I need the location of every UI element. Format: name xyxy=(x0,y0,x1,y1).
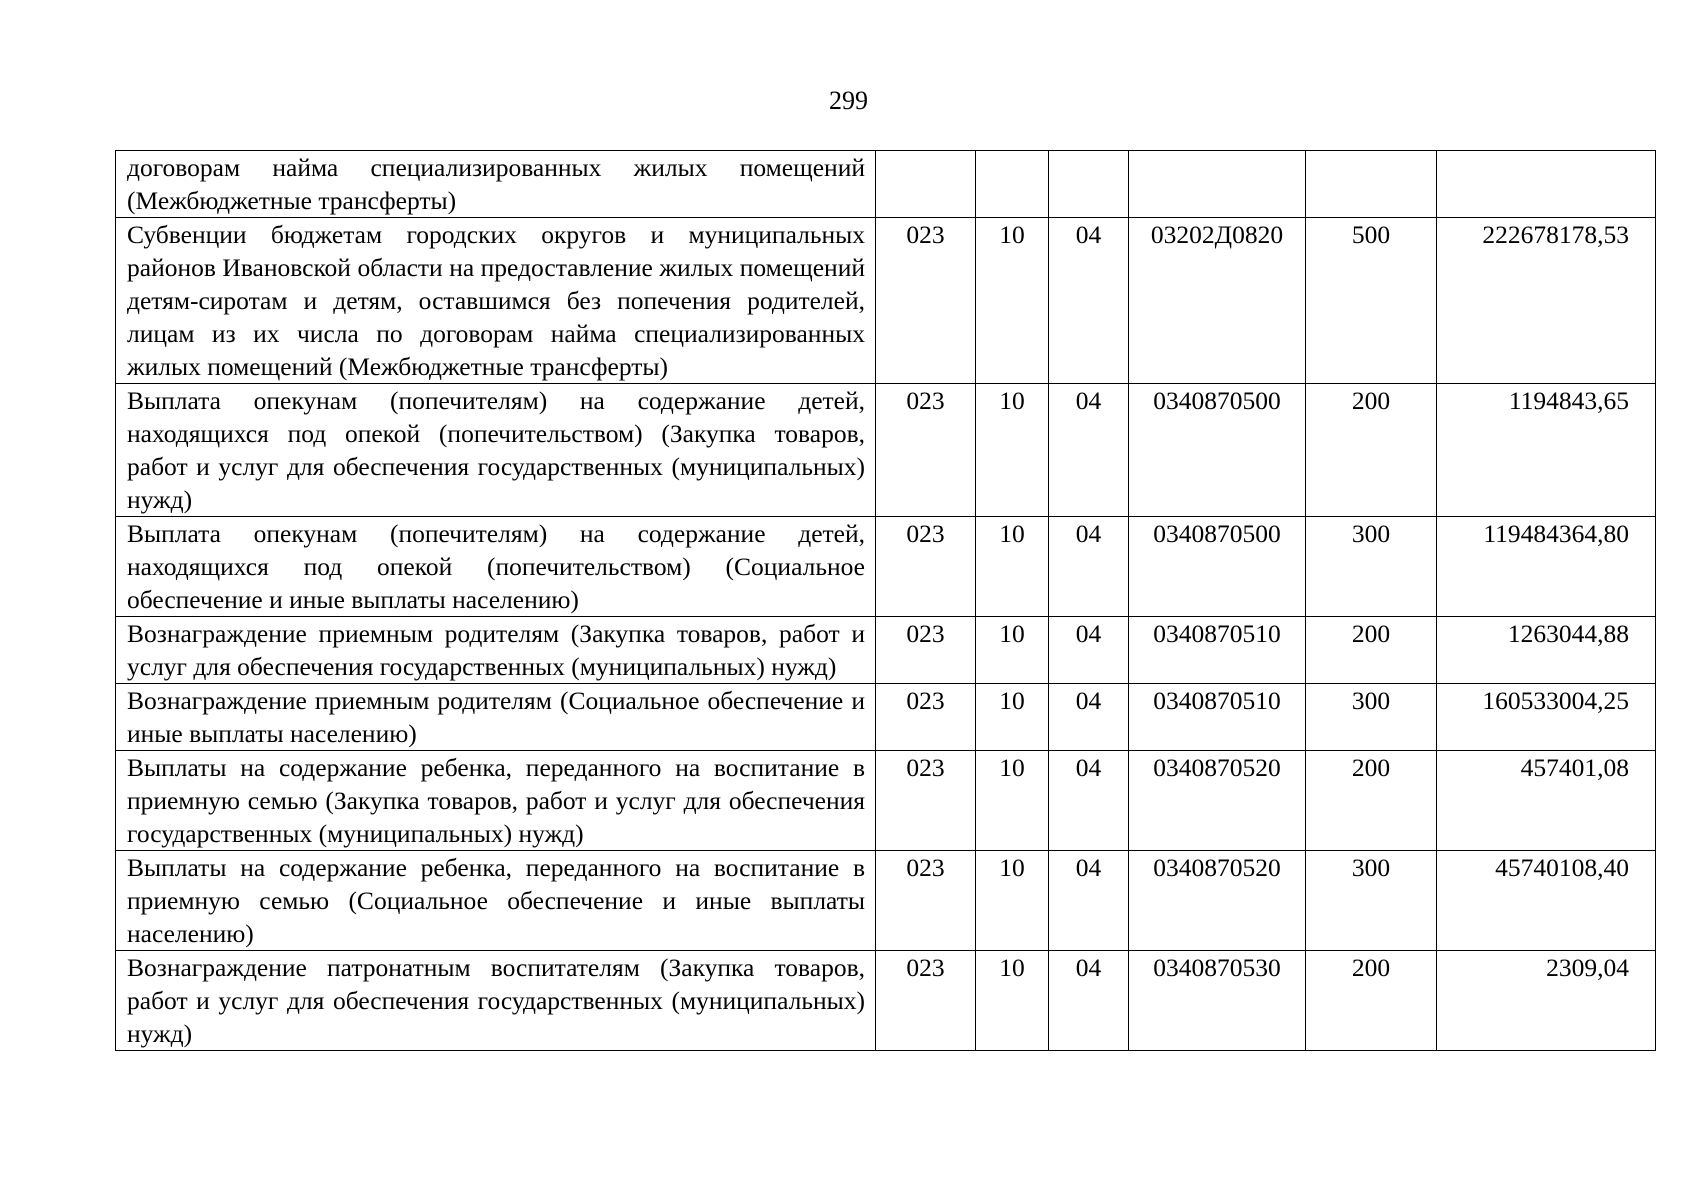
table-row xyxy=(116,851,1656,951)
table-row xyxy=(116,218,1656,384)
cell-section-code: 10 xyxy=(976,384,1049,517)
cell-target-article: 0340870500 xyxy=(1129,517,1306,617)
cell-amount: 2309,04 xyxy=(1437,951,1656,1051)
cell-description: Выплата опекунам (попечителям) на содержание детей, находящихся под опекой (попечительством) (Закупка товаров, работ и услуг для обеспечения государственных (муниципальных) нужд) xyxy=(116,384,876,517)
cell-ministry-code: 023 xyxy=(876,218,976,384)
cell-target-article: 03202Д0820 xyxy=(1129,218,1306,384)
cell-expense-type: 300 xyxy=(1306,851,1437,951)
cell-description: Выплаты на содержание ребенка, переданного на воспитание в приемную семью (Социальное обеспечение и иные выплаты населению) xyxy=(116,851,876,951)
cell-target-article: 0340870510 xyxy=(1129,617,1306,684)
cell-amount: 119484364,80 xyxy=(1437,517,1656,617)
cell-expense-type: 300 xyxy=(1306,684,1437,751)
cell-section-code: 10 xyxy=(976,617,1049,684)
cell-ministry-code: 023 xyxy=(876,617,976,684)
table-row xyxy=(116,617,1656,684)
cell-section-code: 10 xyxy=(976,951,1049,1051)
cell-description: Вознаграждение патронатным воспитателям (Закупка товаров, работ и услуг для обеспечения государственных (муниципальных) нужд) xyxy=(116,951,876,1051)
cell-subsection-code: 04 xyxy=(1049,517,1129,617)
cell-section-code xyxy=(976,151,1049,218)
cell-target-article: 0340870510 xyxy=(1129,684,1306,751)
cell-expense-type: 200 xyxy=(1306,617,1437,684)
page-number: 299 xyxy=(829,86,868,115)
cell-ministry-code: 023 xyxy=(876,684,976,751)
cell-section-code: 10 xyxy=(976,751,1049,851)
cell-expense-type: 500 xyxy=(1306,218,1437,384)
cell-amount xyxy=(1437,151,1656,218)
cell-description: Субвенции бюджетам городских округов и муниципальных районов Ивановской области на предоставление жилых помещений детям-сиротам и детям, оставшимся без попечения родителей, лицам из их числа по договорам найма специализированных жилых помещений (Межбюджетные трансферты) xyxy=(116,218,876,384)
cell-subsection-code: 04 xyxy=(1049,751,1129,851)
budget-table xyxy=(115,150,1656,1051)
cell-target-article: 0340870520 xyxy=(1129,851,1306,951)
cell-section-code: 10 xyxy=(976,851,1049,951)
cell-description: договорам найма специализированных жилых помещений (Межбюджетные трансферты) xyxy=(116,151,876,218)
cell-target-article: 0340870520 xyxy=(1129,751,1306,851)
cell-ministry-code: 023 xyxy=(876,751,976,851)
cell-subsection-code: 04 xyxy=(1049,851,1129,951)
cell-subsection-code: 04 xyxy=(1049,218,1129,384)
cell-target-article: 0340870500 xyxy=(1129,384,1306,517)
table-row xyxy=(116,517,1656,617)
cell-amount: 1194843,65 xyxy=(1437,384,1656,517)
cell-section-code: 10 xyxy=(976,684,1049,751)
cell-section-code: 10 xyxy=(976,218,1049,384)
cell-description: Вознаграждение приемным родителям (Закупка товаров, работ и услуг для обеспечения государственных (муниципальных) нужд) xyxy=(116,617,876,684)
cell-amount: 45740108,40 xyxy=(1437,851,1656,951)
cell-amount: 222678178,53 xyxy=(1437,218,1656,384)
cell-subsection-code: 04 xyxy=(1049,384,1129,517)
table-body xyxy=(116,151,1656,1051)
cell-section-code: 10 xyxy=(976,517,1049,617)
table-row xyxy=(116,951,1656,1051)
table-row xyxy=(116,384,1656,517)
cell-subsection-code: 04 xyxy=(1049,684,1129,751)
cell-amount: 457401,08 xyxy=(1437,751,1656,851)
cell-expense-type: 200 xyxy=(1306,951,1437,1051)
cell-expense-type: 200 xyxy=(1306,384,1437,517)
cell-description: Выплаты на содержание ребенка, переданного на воспитание в приемную семью (Закупка товаров, работ и услуг для обеспечения государственных (муниципальных) нужд) xyxy=(116,751,876,851)
cell-ministry-code: 023 xyxy=(876,517,976,617)
cell-subsection-code: 04 xyxy=(1049,951,1129,1051)
cell-target-article xyxy=(1129,151,1306,218)
table-row xyxy=(116,151,1656,218)
cell-ministry-code: 023 xyxy=(876,384,976,517)
table-row xyxy=(116,751,1656,851)
cell-subsection-code: 04 xyxy=(1049,617,1129,684)
cell-description: Вознаграждение приемным родителям (Социальное обеспечение и иные выплаты населению) xyxy=(116,684,876,751)
cell-expense-type: 300 xyxy=(1306,517,1437,617)
cell-expense-type: 200 xyxy=(1306,751,1437,851)
cell-ministry-code xyxy=(876,151,976,218)
cell-ministry-code: 023 xyxy=(876,951,976,1051)
cell-target-article: 0340870530 xyxy=(1129,951,1306,1051)
cell-ministry-code: 023 xyxy=(876,851,976,951)
cell-expense-type xyxy=(1306,151,1437,218)
cell-amount: 1263044,88 xyxy=(1437,617,1656,684)
cell-subsection-code xyxy=(1049,151,1129,218)
cell-amount: 160533004,25 xyxy=(1437,684,1656,751)
cell-description: Выплата опекунам (попечителям) на содержание детей, находящихся под опекой (попечительством) (Социальное обеспечение и иные выплаты населению) xyxy=(116,517,876,617)
table-row xyxy=(116,684,1656,751)
